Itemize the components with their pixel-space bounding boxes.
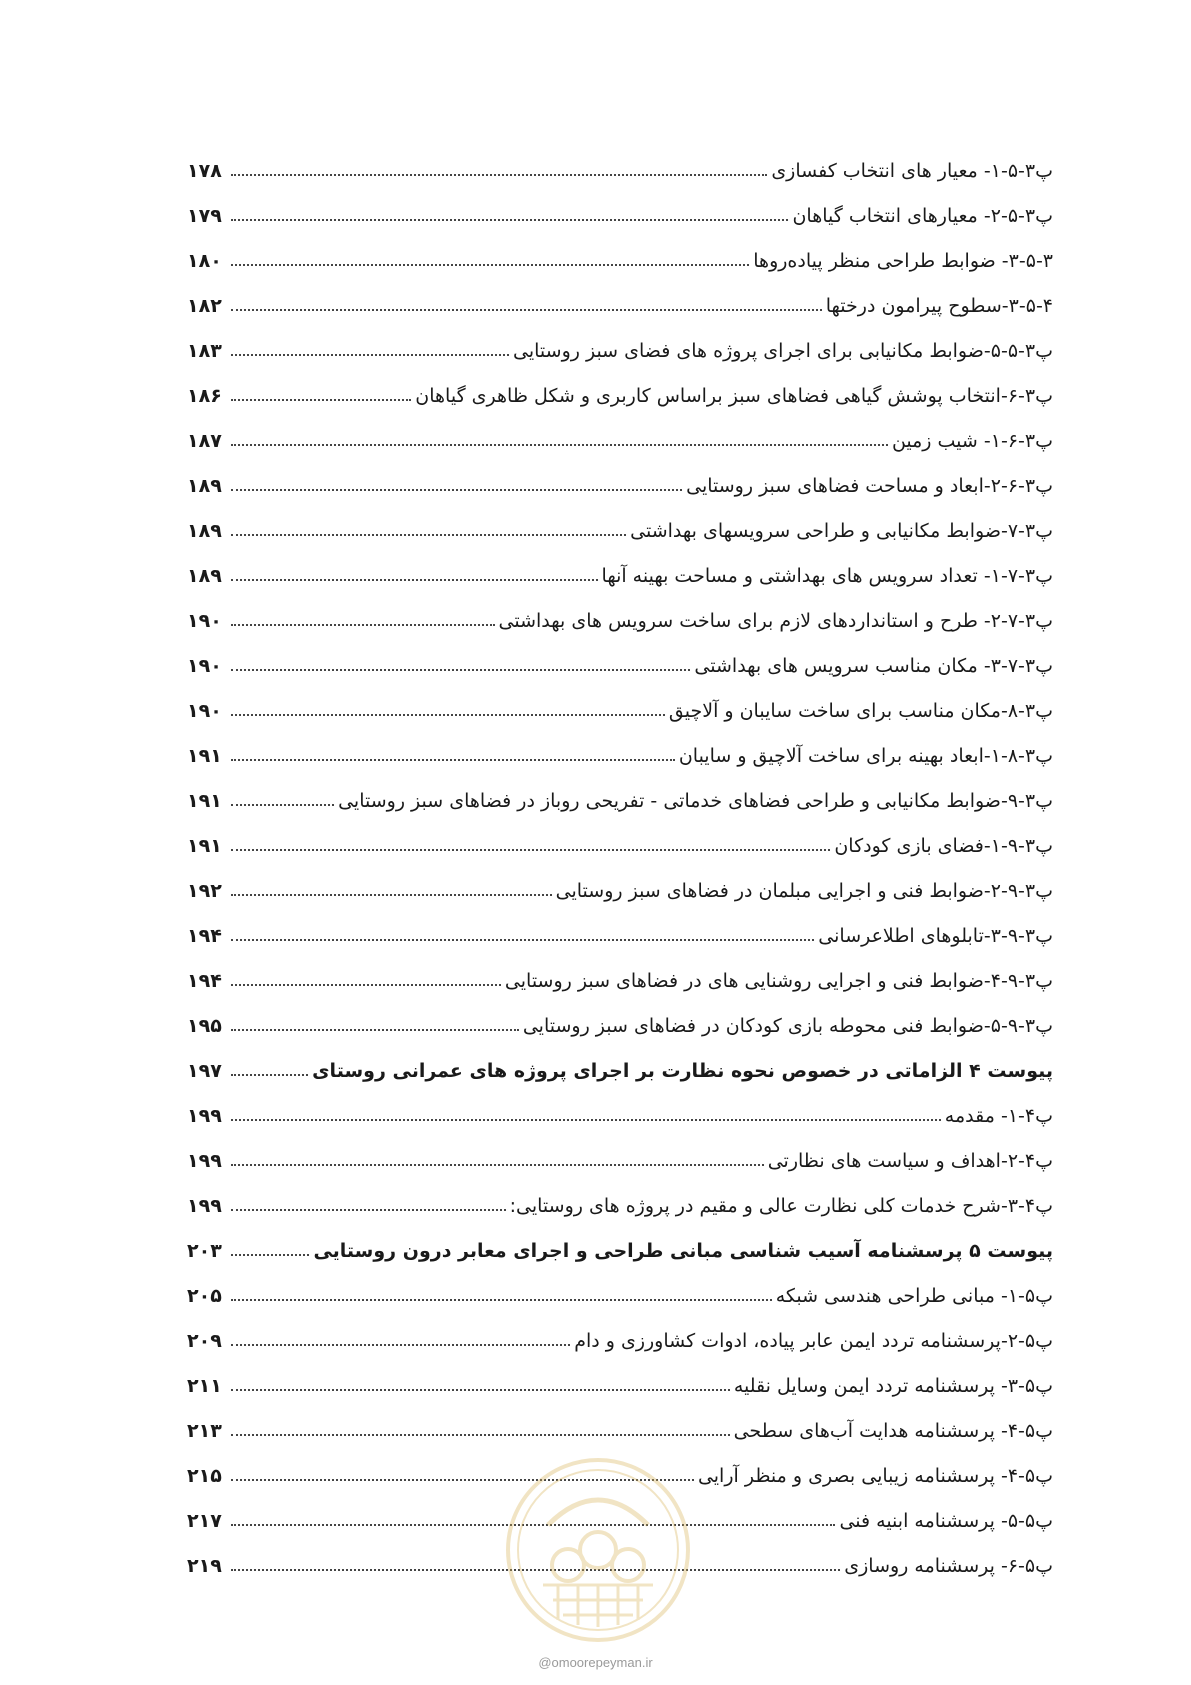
toc-entry[interactable] — [187, 466, 1053, 511]
dot-leader — [231, 669, 690, 671]
toc-entry-title: پ۳-۷-۱- تعداد سرویس های بهداشتی و مساحت بهینه آنها — [601, 565, 1053, 587]
toc-entry-page: ۱۸۹ — [187, 520, 222, 542]
dot-leader — [231, 1119, 941, 1121]
toc-entry-page: ۲۱۹ — [187, 1555, 222, 1577]
toc-entry-title: پ۵-۴- پرسشنامه هدایت آب‌های سطحی — [733, 1420, 1053, 1442]
toc-entry-page: ۲۰۹ — [187, 1330, 222, 1352]
toc-entry-page: ۱۹۰ — [187, 655, 222, 677]
toc-entry[interactable] — [187, 1321, 1053, 1366]
toc-entry-title: پ۳-۶-۱- شیب زمین — [891, 430, 1053, 452]
toc-entry-title: پ۳-۶-انتخاب پوشش گیاهی فضاهای سبز براساس کاربری و شکل ظاهری گیاهان — [415, 385, 1053, 407]
toc-entry-title: پ۳-۷-ضوابط مکانیابی و طراحی سرویسهای بهداشتی — [630, 520, 1053, 542]
toc-entry-page: ۱۹۴ — [187, 925, 222, 947]
dot-leader — [231, 849, 830, 851]
toc-entry[interactable] — [187, 646, 1053, 691]
toc-entry-page: ۱۸۰ — [187, 250, 222, 272]
toc-entry-title: پ۳-۹-۱-فضای بازی کودکان — [834, 835, 1053, 857]
toc-entry-page: ۱۸۶ — [187, 385, 222, 407]
toc-entry-title: پ۵-۴- پرسشنامه زیبایی بصری و منظر آرایی — [697, 1465, 1053, 1487]
toc-entry-page: ۱۹۱ — [187, 835, 222, 857]
dot-leader — [231, 1569, 840, 1571]
dot-leader — [231, 354, 509, 356]
toc-entry[interactable] — [187, 1006, 1053, 1051]
toc-entry-title: پ۴-۲-اهداف و سیاست های نظارتی — [767, 1150, 1053, 1172]
dot-leader — [231, 1479, 694, 1481]
toc-entry-page: ۱۹۴ — [187, 970, 222, 992]
dot-leader — [231, 939, 814, 941]
toc-entry-title: پ۳-۹-ضوابط مکانیابی و طراحی فضاهای خدماتی - تفریحی روباز در فضاهای سبز روستایی — [338, 790, 1053, 812]
toc-entry-page: ۱۹۷ — [187, 1060, 222, 1082]
toc-entry-page: ۱۸۷ — [187, 430, 222, 452]
toc-entry-page: ۱۹۰ — [187, 610, 222, 632]
toc-entry-page: ۲۰۵ — [187, 1285, 222, 1307]
toc-entry-title: پ۵-۵- پرسشنامه ابنیه فنی — [839, 1510, 1053, 1532]
toc-entry-title: پ۳-۵-۵-ضوابط مکانیابی برای اجرای پروژه های فضای سبز روستایی — [513, 340, 1053, 362]
toc-entry[interactable] — [187, 916, 1053, 961]
toc-entry-title: پ۳-۷-۳- مکان مناسب سرویس های بهداشتی — [694, 655, 1053, 677]
toc-entry-page: ۱۸۹ — [187, 475, 222, 497]
toc-entry-page: ۱۹۰ — [187, 700, 222, 722]
dot-leader — [231, 444, 888, 446]
toc-entry-page: ۱۹۹ — [187, 1150, 222, 1172]
toc-entry-title: پ۴-۱- مقدمه — [944, 1105, 1053, 1127]
toc-entry[interactable] — [187, 1186, 1053, 1231]
dot-leader — [231, 1524, 835, 1526]
toc-entry[interactable] — [187, 376, 1053, 421]
toc-entry-page: ۱۷۹ — [187, 205, 222, 227]
toc-entry-title: پ۳-۹-۲-ضوابط فنی و اجرایی مبلمان در فضاهای سبز روستایی — [555, 880, 1053, 902]
toc-entry-title: پ۵-۲-پرسشنامه تردد ایمن عابر پیاده، ادوات کشاورزی و دام — [574, 1330, 1053, 1352]
toc-entry-page: ۱۹۹ — [187, 1195, 222, 1217]
toc-entry-title: پ۵-۳- پرسشنامه تردد ایمن وسایل نقلیه — [733, 1375, 1053, 1397]
toc-entry-title: پ۵-۶- پرسشنامه روسازی — [844, 1555, 1053, 1577]
toc-entry[interactable] — [187, 1456, 1053, 1501]
dot-leader — [231, 984, 501, 986]
toc-entry[interactable] — [187, 601, 1053, 646]
toc-entry-page: ۲۱۵ — [187, 1465, 222, 1487]
toc-entry[interactable] — [187, 151, 1053, 196]
toc-entry-page: ۲۱۱ — [187, 1375, 222, 1397]
dot-leader — [231, 579, 598, 581]
toc-entry-page: ۲۰۳ — [187, 1240, 222, 1262]
toc-entry-title: پ۳-۸-۱-ابعاد بهینه برای ساخت آلاچیق و سایبان — [678, 745, 1053, 767]
dot-leader — [231, 759, 675, 761]
toc-entry[interactable] — [187, 1366, 1053, 1411]
toc-entry[interactable] — [187, 1141, 1053, 1186]
toc-entry-title: پ۴-۳-شرح خدمات کلی نظارت عالی و مقیم در پروژه های روستایی: — [509, 1195, 1053, 1217]
dot-leader — [231, 219, 788, 221]
toc-entry-title: پ۳-۷-۲- طرح و استانداردهای لازم برای ساخت سرویس های بهداشتی — [498, 610, 1053, 632]
dot-leader — [231, 1299, 772, 1301]
toc-entry-page: ۱۷۸ — [187, 160, 222, 182]
dot-leader — [231, 1254, 309, 1256]
toc-entry[interactable] — [187, 1051, 1053, 1096]
toc-entry-page: ۱۸۳ — [187, 340, 222, 362]
toc-entry-title: پ۳-۵-۲- معیارهای انتخاب گیاهان — [792, 205, 1053, 227]
toc-entry-title: پ۳-۶-۲-ابعاد و مساحت فضاهای سبز روستایی — [686, 475, 1053, 497]
toc-entry[interactable] — [187, 781, 1053, 826]
toc-entry[interactable] — [187, 331, 1053, 376]
footer-url: @omoorepeyman.ir — [538, 1655, 653, 1670]
toc-entry-title: پ۳-۹-۵-ضوابط فنی محوطه بازی کودکان در فضاهای سبز روستایی — [522, 1015, 1053, 1037]
toc-entry[interactable] — [187, 196, 1053, 241]
toc-entry-page: ۱۸۹ — [187, 565, 222, 587]
toc-entry[interactable] — [187, 1411, 1053, 1456]
toc-entry[interactable] — [187, 1231, 1053, 1276]
toc-entry-title: پ۳-۸-مکان مناسب برای ساخت سایبان و آلاچیق — [668, 700, 1053, 722]
toc-entry[interactable] — [187, 871, 1053, 916]
toc-entry-title: پیوست ۴ الزاماتی در خصوص نحوه نظارت بر اجرای پروژه های عمرانی روستای — [312, 1060, 1053, 1082]
toc-entry-page: ۱۹۹ — [187, 1105, 222, 1127]
toc-entry[interactable] — [187, 826, 1053, 871]
dot-leader — [231, 1344, 570, 1346]
toc-entry[interactable] — [187, 961, 1053, 1006]
toc-entry-title: پ۳-۵-۱- معیار های انتخاب کفسازی — [771, 160, 1053, 182]
dot-leader — [231, 1164, 764, 1166]
toc-entry-page: ۲۱۳ — [187, 1420, 222, 1442]
dot-leader — [231, 624, 495, 626]
dot-leader — [231, 894, 552, 896]
toc-entry[interactable] — [187, 1276, 1053, 1321]
dot-leader — [231, 399, 411, 401]
dot-leader — [231, 264, 749, 266]
toc-entry[interactable] — [187, 1096, 1053, 1141]
toc-entry-title: پ۳-۹-۳-تابلوهای اطلاعرسانی — [818, 925, 1053, 947]
toc-entry-title: ۳-۵-۳- ضوابط طراحی منظر پیاده‌روها — [753, 250, 1053, 272]
dot-leader — [231, 1074, 308, 1076]
dot-leader — [231, 1434, 730, 1436]
toc-entry[interactable] — [187, 286, 1053, 331]
dot-leader — [231, 1029, 519, 1031]
toc-entry[interactable] — [187, 1546, 1053, 1591]
dot-leader — [231, 489, 682, 491]
toc-entry[interactable] — [187, 241, 1053, 286]
dot-leader — [231, 804, 334, 806]
toc-entry[interactable] — [187, 1501, 1053, 1546]
toc-entry-title: پ۳-۹-۴-ضوابط فنی و اجرایی روشنایی های در فضاهای سبز روستایی — [504, 970, 1053, 992]
toc-entry-title: پیوست ۵ پرسشنامه آسیب شناسی مبانی طراحی و اجرای معابر درون روستایی — [313, 1240, 1053, 1262]
dot-leader — [231, 534, 626, 536]
dot-leader — [231, 714, 665, 716]
toc-entry-page: ۱۸۲ — [187, 295, 222, 317]
toc-entry-page: ۱۹۵ — [187, 1015, 222, 1037]
toc-entry-title: پ۵-۱- مبانی طراحی هندسی شبکه — [775, 1285, 1053, 1307]
toc-entry[interactable] — [187, 421, 1053, 466]
toc-entry[interactable] — [187, 691, 1053, 736]
table-of-contents — [187, 151, 1053, 1591]
toc-entry-page: ۱۹۱ — [187, 790, 222, 812]
dot-leader — [231, 309, 822, 311]
toc-entry-page: ۱۹۲ — [187, 880, 222, 902]
dot-leader — [231, 1389, 730, 1391]
toc-entry[interactable] — [187, 736, 1053, 781]
dot-leader — [231, 1209, 506, 1211]
toc-entry-title: ۳-۵-۴-سطوح پیرامون درختها — [825, 295, 1053, 317]
toc-entry-page: ۲۱۷ — [187, 1510, 222, 1532]
toc-entry-page: ۱۹۱ — [187, 745, 222, 767]
toc-entry[interactable] — [187, 511, 1053, 556]
dot-leader — [231, 174, 767, 176]
toc-entry[interactable] — [187, 556, 1053, 601]
